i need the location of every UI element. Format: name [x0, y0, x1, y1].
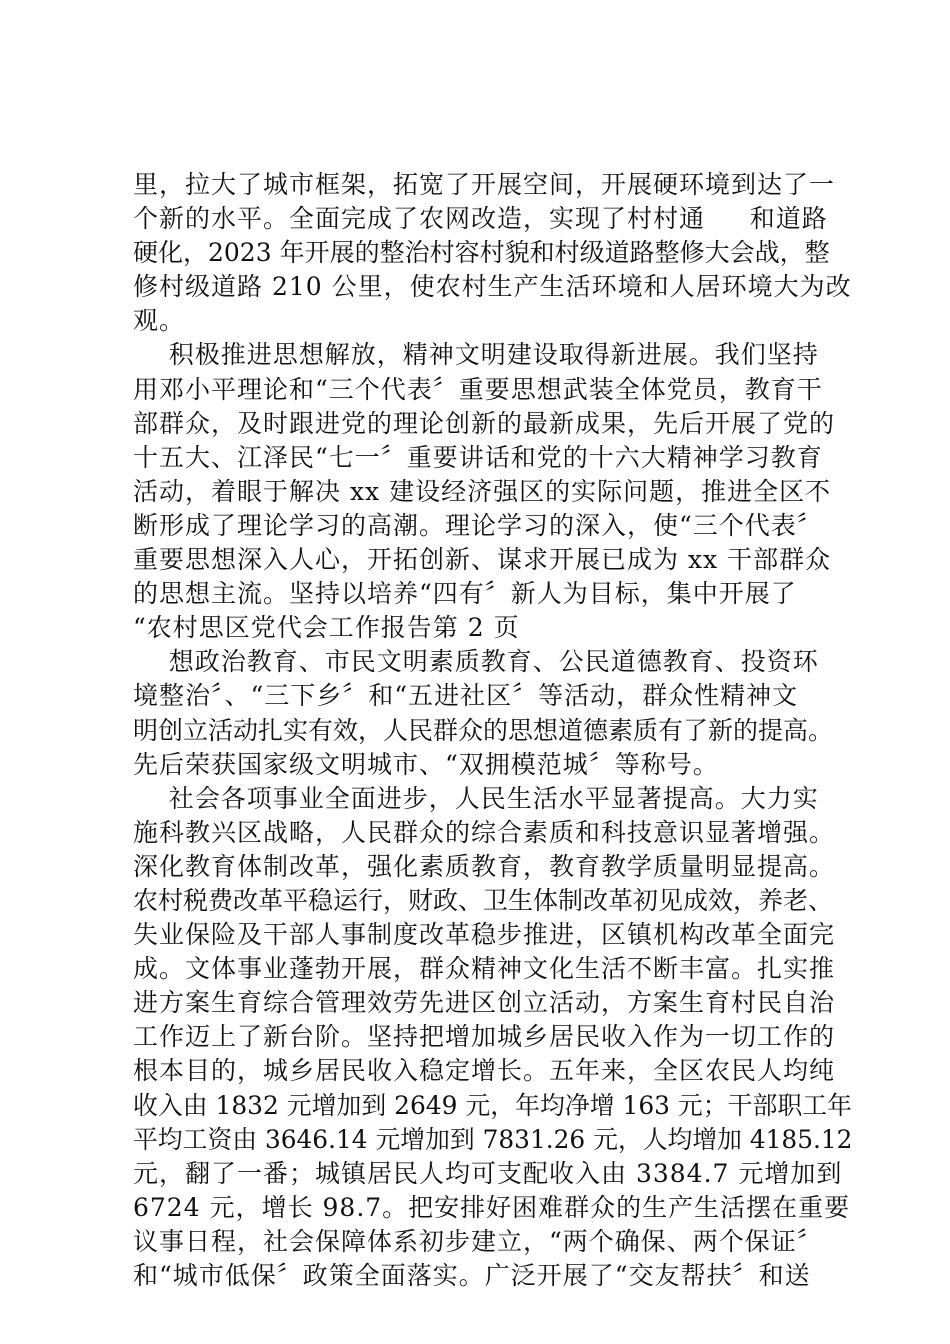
text-line: 断形成了理论学习的高潮。理论学习的深入，使“三个代表〞	[133, 510, 823, 540]
text-line: 部群众，及时跟进党的理论创新的最新成果，先后开展了党的	[133, 408, 836, 438]
text-line: 硬化，2023 年开展的整治村容村貌和村级道路整修大会战，整	[133, 238, 830, 268]
text-line: 重要思想深入人心，开拓创新、谋求开展已成为 xx 干部群众	[133, 545, 832, 575]
text-line: 进方案生育综合管理效劳先进区创立活动，方案生育村民自治	[133, 988, 836, 1018]
text-line: 里，拉大了城市框架，拓宽了开展空间，开展硬环境到达了一	[133, 170, 836, 199]
text-line: 积极推进思想解放，精神文明建设取得新进展。我们坚持	[133, 340, 819, 370]
text-line: 成。文体事业蓬勃开展，群众精神文化生活不断丰富。扎实推	[133, 954, 836, 984]
text-line: “农村思区党代会工作报告第 2 页	[133, 613, 520, 643]
text-line: 工作迈上了新台阶。坚持把增加城乡居民收入作为一切工作的	[133, 1022, 836, 1052]
text-line: 先后荣获国家级文明城市、“双拥模范城〞等称号。	[133, 749, 719, 779]
body-text	[133, 168, 853, 1293]
text-line: 境整治〞、“三下乡〞和“五进社区〞等活动，群众性精神文	[133, 681, 799, 711]
text-line: 失业保险及干部人事制度改革稳步推进，区镇机构改革全面完	[133, 920, 836, 950]
text-line: 施科教兴区战略，人民群众的综合素质和科技意识显著增强。	[133, 817, 836, 847]
text-line: 修村级道路 210 公里，使农村生产生活环境和人居环境大为改	[133, 272, 852, 302]
text-line: 6724 元，增长 98.7。把安排好困难群众的生产生活摆在重要	[133, 1192, 851, 1222]
text-line: 和“城市低保〞政策全面落实。广泛开展了“交友帮扶〞和送	[133, 1261, 811, 1290]
text-line: 用邓小平理论和“三个代表〞重要思想武装全体党员，教育干	[133, 374, 823, 404]
text-line: 个新的水平。全面完成了农网改造，实现了村村通 和道路	[133, 204, 828, 234]
text-line: 活动，着眼于解决 xx 建设经济强区的实际问题，推进全区不	[133, 476, 832, 506]
text-line: 根本目的，城乡居民收入稳定增长。五年来，全区农民人均纯	[133, 1056, 836, 1086]
text-line: 想政治教育、市民文明素质教育、公民道德教育、投资环	[133, 647, 819, 677]
text-line: 收入由 1832 元增加到 2649 元，年均净增 163 元；干部职工年	[133, 1090, 853, 1120]
text-line: 十五大、江泽民“七一〞重要讲话和党的十六大精神学习教育	[133, 442, 823, 472]
text-line: 议事日程，社会保障体系初步建立，“两个确保、两个保证〞	[133, 1226, 823, 1256]
text-line: 观。	[133, 306, 186, 336]
text-line: 深化教育体制改革，强化素质教育，教育教学质量明显提高。	[133, 851, 836, 881]
text-line: 的思想主流。坚持以培养“四有〞新人为目标，集中开展了	[133, 579, 797, 609]
text-line: 农村税费改革平稳运行，财政、卫生体制改革初见成效，养老、	[133, 885, 834, 915]
text-line: 平均工资由 3646.14 元增加到 7831.26 元，人均增加 4185.12	[133, 1124, 853, 1154]
text-line: 社会各项事业全面进步，人民生活水平显著提高。大力实	[133, 783, 819, 813]
text-line: 元，翻了一番；城镇居民人均可支配收入由 3384.7 元增加到	[133, 1158, 843, 1188]
text-line: 明创立活动扎实有效，人民群众的思想道德素质有了新的提高。	[133, 715, 834, 745]
